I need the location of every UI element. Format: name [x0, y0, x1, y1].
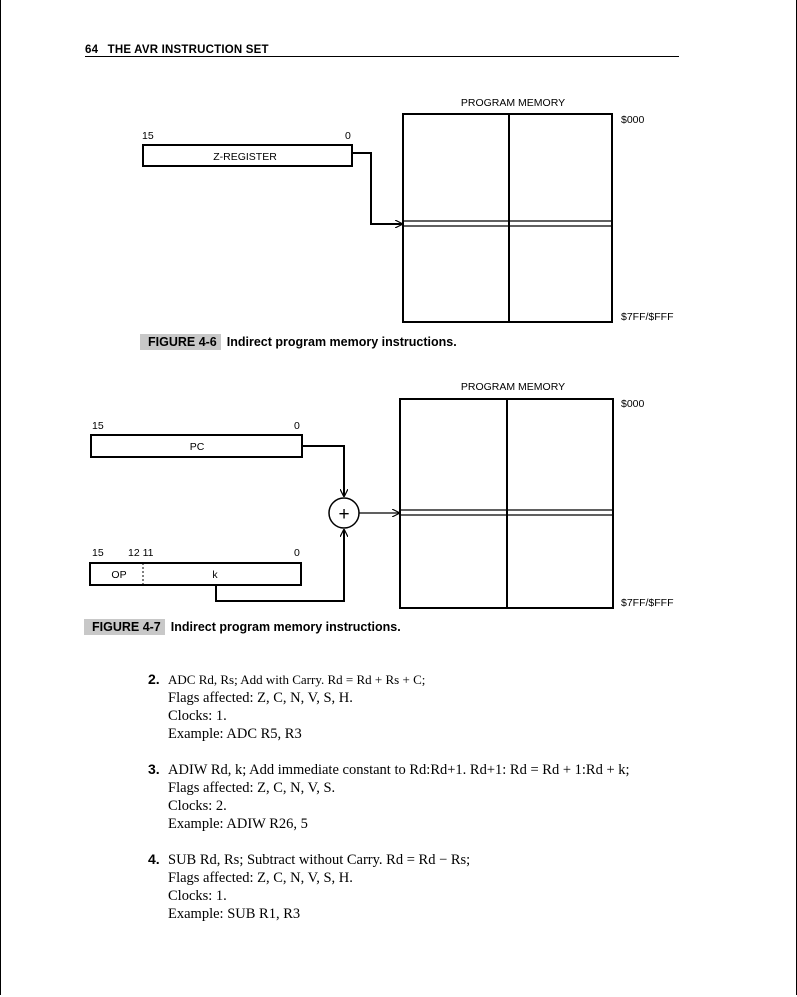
entry-heading: SUB Rd, Rs; Subtract without Carry. Rd = Rd − Rs; — [168, 852, 471, 868]
entry-flags: Flags affected: Z, C, N, V, S, H. — [168, 690, 353, 706]
figure-4-7-caption-text: Indirect program memory instructions. — [170, 620, 401, 634]
entry-example: Example: ADC R5, R3 — [168, 726, 302, 742]
figure-4-7-diagram — [0, 375, 797, 615]
entry-clocks: Clocks: 2. — [168, 798, 227, 814]
entry-heading: ADIW Rd, k; Add immediate constant to Rd:Rd+1. Rd+1: Rd = Rd + 1:Rd + k; — [168, 762, 630, 778]
entry-number: 2. — [148, 671, 160, 687]
fig6-bit-high: 15 — [142, 130, 154, 142]
fig7-instr-bit-15: 15 — [92, 547, 104, 559]
entry-example: Example: ADIW R26, 5 — [168, 816, 308, 832]
fig6-bit-low: 0 — [345, 130, 351, 142]
fig7-op-label: OP — [111, 569, 127, 581]
fig7-pc-label: PC — [189, 441, 205, 453]
fig7-k-arrow — [216, 530, 344, 601]
fig7-addr-end: $7FF/$FFF — [621, 597, 674, 609]
figure-4-6-diagram — [0, 90, 797, 330]
fig6-memory-label: PROGRAM MEMORY — [460, 97, 566, 109]
fig6-addr-start: $000 — [621, 114, 645, 126]
fig7-memory-label: PROGRAM MEMORY — [460, 381, 566, 393]
figure-4-7-caption — [84, 620, 401, 634]
fig7-k-label: k — [212, 569, 218, 581]
entry-clocks: Clocks: 1. — [168, 888, 227, 904]
figure-4-6-tag: FIGURE 4-6 — [140, 334, 221, 350]
fig6-program-memory-box — [403, 114, 612, 322]
figure-4-7-tag: FIGURE 4-7 — [84, 619, 165, 635]
fig6-pointer-arrow — [352, 153, 402, 224]
figure-4-6-caption-text: Indirect program memory instructions. — [226, 335, 457, 349]
fig7-pc-bit-low: 0 — [294, 420, 300, 432]
fig7-adder-symbol: + — [338, 504, 350, 525]
entry-number: 4. — [148, 851, 160, 867]
fig6-addr-end: $7FF/$FFF — [621, 311, 674, 323]
instruction-entry — [148, 760, 630, 833]
entry-flags: Flags affected: Z, C, N, V, S. — [168, 780, 336, 796]
fig7-instr-bit-12-11: 12 11 — [128, 547, 154, 559]
fig7-pc-arrow — [302, 446, 344, 496]
figure-4-6-caption — [140, 335, 457, 349]
running-head — [85, 44, 679, 57]
entry-heading: ADC Rd, Rs; Add with Carry. Rd = Rd + Rs + C; — [168, 672, 426, 687]
fig7-pc-bit-high: 15 — [92, 420, 104, 432]
fig7-addr-start: $000 — [621, 398, 645, 410]
instruction-entry — [148, 670, 425, 743]
entry-clocks: Clocks: 1. — [168, 708, 227, 724]
fig7-instr-bit-0: 0 — [294, 547, 300, 559]
page-number: 64 — [85, 44, 99, 56]
entry-example: Example: SUB R1, R3 — [168, 906, 301, 922]
instruction-entry — [148, 850, 470, 923]
entry-number: 3. — [148, 761, 160, 777]
running-head-title: THE AVR INSTRUCTION SET — [107, 44, 269, 56]
fig6-z-register-label: Z-REGISTER — [213, 151, 277, 163]
entry-flags: Flags affected: Z, C, N, V, S, H. — [168, 870, 353, 886]
